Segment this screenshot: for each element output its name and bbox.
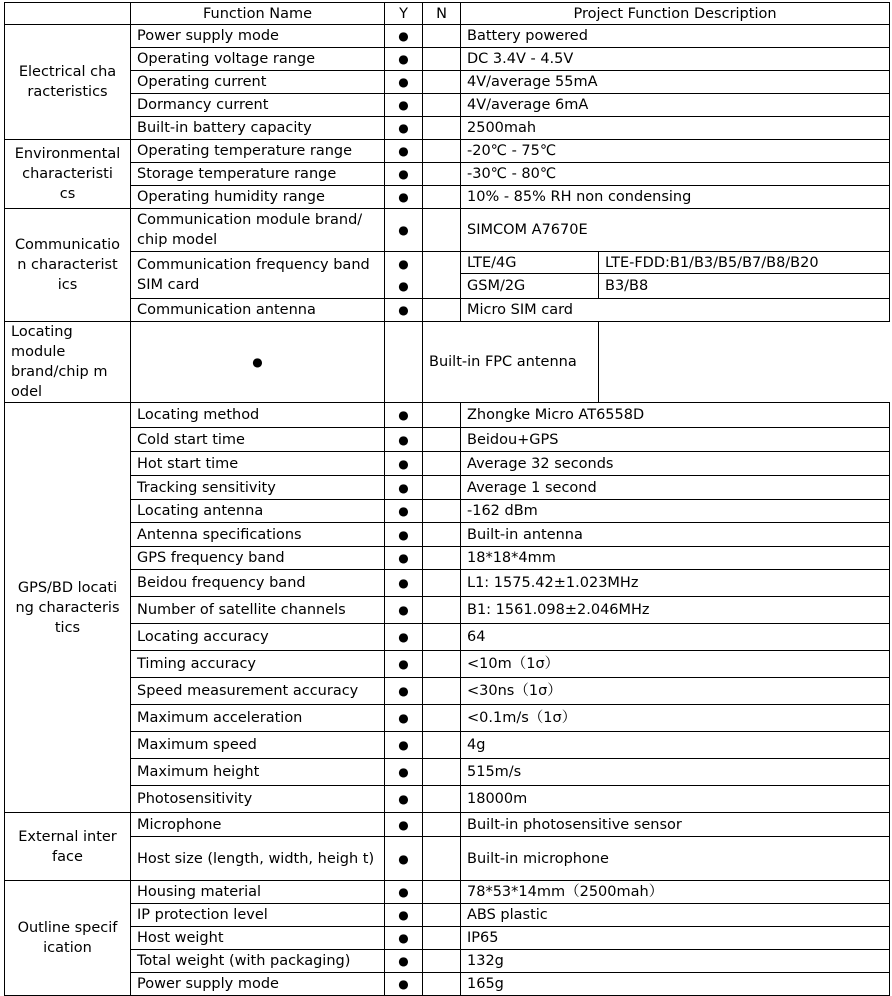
function-description: Average 1 second — [461, 476, 890, 500]
function-name: Communication frequency band SIM card — [131, 252, 385, 299]
bullet-icon: ● — [398, 29, 409, 43]
table-row — [5, 140, 890, 163]
table-row — [5, 927, 890, 950]
n-mark — [423, 140, 461, 163]
y-mark — [385, 597, 423, 624]
n-mark — [423, 624, 461, 651]
table-row — [5, 705, 890, 732]
bullet-icon: ● — [398, 765, 409, 779]
bullet-icon: ● — [398, 908, 409, 922]
category-line: ng characteris — [15, 599, 120, 616]
bullet-icon: ● — [398, 851, 409, 866]
function-name: Cold start time — [131, 428, 385, 452]
table-row — [5, 252, 890, 274]
table-row — [5, 322, 890, 403]
frequency-band: B3/B8 — [599, 274, 890, 299]
table-row — [5, 786, 890, 813]
y-mark — [385, 428, 423, 452]
frequency-band: LTE-FDD:B1/B3/B5/B7/B8/B20 — [599, 252, 890, 274]
function-description: 4V/average 6mA — [461, 94, 890, 117]
function-description: B1: 1561.098±2.046MHz — [461, 597, 890, 624]
function-name: Locating method — [131, 403, 385, 428]
table-row — [5, 403, 890, 428]
y-mark — [385, 678, 423, 705]
n-mark — [423, 813, 461, 837]
y-mark — [385, 299, 423, 322]
table-row — [5, 597, 890, 624]
y-mark — [385, 163, 423, 186]
function-description: <30ns（1σ） — [461, 678, 890, 705]
y-mark — [385, 140, 423, 163]
table-row — [5, 500, 890, 523]
n-mark — [423, 452, 461, 476]
n-mark — [423, 476, 461, 500]
n-mark — [423, 837, 461, 881]
function-name: Tracking sensitivity — [131, 476, 385, 500]
function-description: 165g — [461, 973, 890, 996]
n-mark — [423, 25, 461, 48]
table-row — [5, 950, 890, 973]
table-row — [5, 678, 890, 705]
category-line: External inter — [18, 828, 117, 845]
function-description: -162 dBm — [461, 500, 890, 523]
function-name: Beidou frequency band — [131, 570, 385, 597]
function-description: 4V/average 55mA — [461, 71, 890, 94]
bullet-icon: ● — [398, 121, 409, 135]
y-mark — [385, 71, 423, 94]
bullet-icon: ● — [398, 504, 409, 518]
function-description: -30℃ - 80℃ — [461, 163, 890, 186]
function-description: IP65 — [461, 927, 890, 950]
function-name: Power supply mode — [131, 973, 385, 996]
function-description: Beidou+GPS — [461, 428, 890, 452]
category-line: Electrical cha — [18, 64, 117, 80]
function-description: Zhongke Micro AT6558D — [461, 403, 890, 428]
y-mark — [385, 813, 423, 837]
y-mark — [385, 881, 423, 904]
function-description: 64 — [461, 624, 890, 651]
bullet-icon: ● — [398, 144, 409, 158]
bullet-icon: ● — [398, 167, 409, 181]
y-mark — [385, 904, 423, 927]
y-mark — [385, 973, 423, 996]
category-cell — [5, 140, 131, 209]
n-mark — [423, 428, 461, 452]
category-line: GPS/BD locati — [17, 579, 118, 596]
table-row — [5, 299, 890, 322]
table-row — [5, 48, 890, 71]
header-n: N — [423, 3, 461, 25]
table-row — [5, 547, 890, 570]
bullet-icon: ● — [398, 432, 409, 447]
bullet-icon: ● — [398, 576, 409, 590]
y-mark — [131, 322, 385, 403]
spec-table — [4, 2, 890, 996]
function-name: Communication antenna — [131, 299, 385, 322]
function-description: Built-in antenna — [461, 523, 890, 547]
n-mark — [423, 252, 461, 299]
category-line: Communicatio — [14, 237, 121, 253]
category-line: face — [52, 848, 83, 865]
n-mark — [423, 705, 461, 732]
n-mark — [423, 786, 461, 813]
n-mark — [423, 500, 461, 523]
bullet-icon: ● — [398, 551, 409, 565]
bullet-icon: ● — [398, 527, 409, 542]
bullet-icon: ● — [398, 657, 409, 671]
table-row — [5, 651, 890, 678]
y-mark — [385, 186, 423, 209]
function-name: IP protection level — [131, 904, 385, 927]
y-mark — [385, 570, 423, 597]
function-description: L1: 1575.42±1.023MHz — [461, 570, 890, 597]
table-row — [5, 759, 890, 786]
function-description: Built-in FPC antenna — [423, 322, 599, 403]
n-mark — [385, 322, 423, 403]
bullet-icon: ● — [398, 223, 409, 237]
function-description: 10% - 85% RH non condensing — [461, 186, 890, 209]
table-row — [5, 186, 890, 209]
bullet-icon: ● — [398, 408, 409, 422]
n-mark — [423, 299, 461, 322]
header-category — [5, 3, 131, 25]
function-name: Locating accuracy — [131, 624, 385, 651]
function-name: Maximum acceleration — [131, 705, 385, 732]
n-mark — [423, 523, 461, 547]
category-cell — [5, 813, 131, 881]
function-description: 18*18*4mm — [461, 547, 890, 570]
n-mark — [423, 927, 461, 950]
function-description: Built-in microphone — [461, 837, 890, 881]
y-mark — [385, 759, 423, 786]
header-function-name: Function Name — [131, 3, 385, 25]
header-y: Y — [385, 3, 423, 25]
n-mark — [423, 651, 461, 678]
function-description: <10m（1σ） — [461, 651, 890, 678]
table-row — [5, 25, 890, 48]
table-row — [5, 476, 890, 500]
table-row — [5, 71, 890, 94]
category-line: tics — [54, 619, 81, 636]
table-row — [5, 163, 890, 186]
category-line: racteristics — [27, 84, 108, 100]
table-row — [5, 732, 890, 759]
function-name: Host weight — [131, 927, 385, 950]
function-name: Total weight (with packaging) — [131, 950, 385, 973]
bullet-icon: ● — [398, 977, 409, 991]
n-mark — [423, 904, 461, 927]
n-mark — [423, 94, 461, 117]
table-row — [5, 452, 890, 476]
y-mark — [385, 94, 423, 117]
table-row — [5, 209, 890, 252]
bullet-icon: ● — [398, 456, 409, 471]
table-row — [5, 94, 890, 117]
function-name: Host size (length, width, heigh t) — [131, 837, 385, 881]
function-description: Built-in photosensitive sensor — [461, 813, 890, 837]
y-mark — [385, 651, 423, 678]
bullet-icon: ● — [398, 817, 409, 832]
function-name: Maximum speed — [131, 732, 385, 759]
n-mark — [423, 71, 461, 94]
y-mark — [385, 48, 423, 71]
n-mark — [423, 678, 461, 705]
bullet-icon: ● — [398, 98, 409, 112]
function-description: Average 32 seconds — [461, 452, 890, 476]
y-mark — [385, 403, 423, 428]
category-line: Environmental — [14, 146, 121, 162]
category-line: ics — [57, 277, 78, 293]
n-mark — [423, 950, 461, 973]
bullet-icon: ● — [398, 257, 409, 271]
category-line: characteristi — [22, 166, 113, 182]
function-name: Hot start time — [131, 452, 385, 476]
function-description: Battery powered — [461, 25, 890, 48]
network-type: LTE/4G — [461, 252, 599, 274]
table-row — [5, 813, 890, 837]
function-description: 515m/s — [461, 759, 890, 786]
bullet-icon: ● — [398, 738, 409, 752]
y-mark — [385, 950, 423, 973]
bullet-icon: ● — [398, 630, 409, 644]
table-row — [5, 117, 890, 140]
category-line: ication — [43, 940, 92, 956]
function-name: Housing material — [131, 881, 385, 904]
n-mark — [423, 759, 461, 786]
function-description: 132g — [461, 950, 890, 973]
function-name: Maximum height — [131, 759, 385, 786]
n-mark — [423, 881, 461, 904]
function-description: SIMCOM A7670E — [461, 209, 890, 252]
function-name: Built-in battery capacity — [131, 117, 385, 140]
function-name: Antenna specifications — [131, 523, 385, 547]
y-mark — [385, 523, 423, 547]
y-mark — [385, 732, 423, 759]
bullet-icon: ● — [398, 603, 409, 617]
bullet-icon: ● — [398, 885, 409, 899]
y-mark — [385, 117, 423, 140]
y-mark — [385, 624, 423, 651]
bullet-icon: ● — [398, 303, 409, 317]
bullet-icon: ● — [398, 480, 409, 495]
y-mark — [385, 837, 423, 881]
function-name: Locating antenna — [131, 500, 385, 523]
y-mark — [385, 25, 423, 48]
function-name: Power supply mode — [131, 25, 385, 48]
function-description: 78*53*14mm（2500mah） — [461, 881, 890, 904]
function-name: Photosensitivity — [131, 786, 385, 813]
y-mark — [385, 500, 423, 523]
category-cell — [5, 403, 131, 813]
n-mark — [423, 403, 461, 428]
n-mark — [423, 209, 461, 252]
table-row — [5, 570, 890, 597]
n-mark — [423, 117, 461, 140]
n-mark — [423, 163, 461, 186]
n-mark — [423, 547, 461, 570]
bullet-icon: ● — [398, 684, 409, 698]
y-mark — [385, 547, 423, 570]
n-mark — [423, 973, 461, 996]
category-cell — [5, 25, 131, 140]
header-description: Project Function Description — [461, 3, 890, 25]
n-mark — [423, 48, 461, 71]
y-mark — [385, 927, 423, 950]
function-name: Speed measurement accuracy — [131, 678, 385, 705]
function-description: 4g — [461, 732, 890, 759]
n-mark — [423, 732, 461, 759]
function-description: DC 3.4V - 4.5V — [461, 48, 890, 71]
function-name: Locating module brand/chip m odel — [5, 322, 131, 403]
function-name: Number of satellite channels — [131, 597, 385, 624]
function-name: Dormancy current — [131, 94, 385, 117]
y-mark — [385, 476, 423, 500]
function-name: Communication module brand/ chip model — [131, 209, 385, 252]
function-name: Operating voltage range — [131, 48, 385, 71]
function-name: GPS frequency band — [131, 547, 385, 570]
y-mark — [385, 786, 423, 813]
function-name: Microphone — [131, 813, 385, 837]
function-description: -20℃ - 75℃ — [461, 140, 890, 163]
bullet-icon: ● — [398, 792, 409, 806]
table-row — [5, 904, 890, 927]
function-description: 18000m — [461, 786, 890, 813]
y-mark — [385, 452, 423, 476]
table-row — [5, 837, 890, 881]
function-description: <0.1m/s（1σ） — [461, 705, 890, 732]
bullet-icon: ● — [252, 355, 263, 369]
function-name: Operating humidity range — [131, 186, 385, 209]
function-name: Timing accuracy — [131, 651, 385, 678]
category-cell — [5, 881, 131, 996]
table-row — [5, 624, 890, 651]
category-cell — [5, 209, 131, 322]
function-description: ABS plastic — [461, 904, 890, 927]
network-type: GSM/2G — [461, 274, 599, 299]
function-description: Micro SIM card — [461, 299, 890, 322]
bullet-icon: ● — [398, 931, 409, 945]
table-row — [5, 973, 890, 996]
bullet-icon: ● — [398, 954, 409, 968]
bullet-icon: ● — [398, 190, 409, 204]
function-name: Operating temperature range — [131, 140, 385, 163]
y-mark — [385, 209, 423, 252]
bullet-icon: ● — [398, 52, 409, 66]
function-description: 2500mah — [461, 117, 890, 140]
n-mark — [423, 186, 461, 209]
bullet-icon: ● — [398, 279, 409, 293]
bullet-icon: ● — [398, 711, 409, 725]
header-row — [5, 3, 890, 25]
n-mark — [423, 570, 461, 597]
n-mark — [423, 597, 461, 624]
y-mark — [385, 252, 423, 299]
category-line: cs — [59, 186, 76, 202]
table-row — [5, 428, 890, 452]
y-mark — [385, 705, 423, 732]
table-row — [5, 881, 890, 904]
category-line: n characterist — [17, 257, 118, 273]
function-name: Operating current — [131, 71, 385, 94]
bullet-icon: ● — [398, 75, 409, 89]
table-row — [5, 523, 890, 547]
category-line: Outline specif — [17, 920, 118, 936]
function-name: Storage temperature range — [131, 163, 385, 186]
